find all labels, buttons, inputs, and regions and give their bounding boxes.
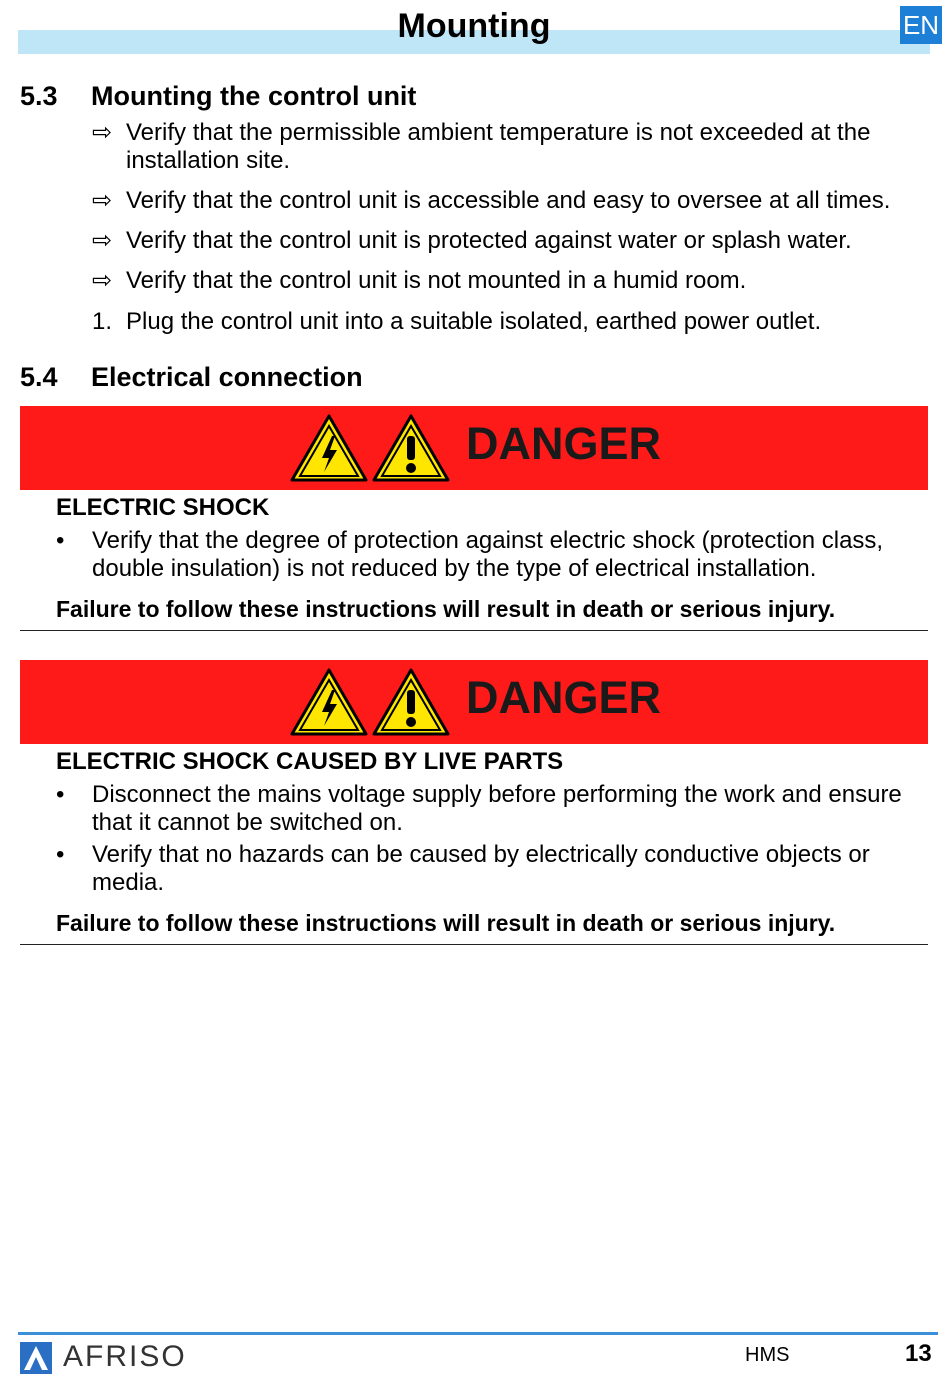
warning-bullet bbox=[56, 841, 926, 897]
check-item bbox=[92, 187, 932, 215]
bullet-marker: • bbox=[56, 781, 65, 808]
page-number: 13 bbox=[905, 1340, 932, 1367]
warning-exclamation-icon bbox=[372, 668, 450, 736]
language-badge: EN bbox=[900, 6, 942, 44]
bullet-text: Verify that no hazards can be caused by electrically conductive objects or media. bbox=[92, 841, 870, 896]
bullet-text: Disconnect the mains voltage supply before performing the work and ensure that it cannot be switched on. bbox=[92, 781, 902, 836]
arrow-icon: ⇨ bbox=[92, 187, 113, 214]
arrow-icon: ⇨ bbox=[92, 119, 113, 146]
arrow-icon: ⇨ bbox=[92, 227, 113, 254]
bullet-marker: • bbox=[56, 841, 65, 868]
consequence-text: Failure to follow these instructions will result in death or serious injury. bbox=[56, 596, 836, 622]
bullet-text: Verify that the degree of protection against electric shock (protection class, double insulation) is not reduced by the type of electrical installation. bbox=[92, 527, 884, 582]
footer-divider bbox=[18, 1332, 938, 1335]
check-text: Verify that the control unit is accessible and easy to oversee at all times. bbox=[126, 187, 891, 214]
divider bbox=[20, 944, 928, 945]
warning-bullet bbox=[56, 527, 926, 583]
divider bbox=[20, 630, 928, 631]
page-title: Mounting bbox=[397, 7, 551, 45]
hazard-title: ELECTRIC SHOCK CAUSED BY LIVE PARTS bbox=[56, 748, 564, 775]
electric-hazard-icon bbox=[290, 668, 368, 736]
check-text: Verify that the permissible ambient temperature is not exceeded at the installation site. bbox=[126, 119, 871, 174]
hazard-title: ELECTRIC SHOCK bbox=[56, 494, 270, 521]
check-item bbox=[92, 119, 932, 175]
document-code: HMS bbox=[745, 1344, 790, 1366]
section-heading-5-3 bbox=[20, 80, 416, 112]
section-heading-5-4 bbox=[20, 361, 363, 393]
step-number: 1. bbox=[92, 308, 113, 335]
afriso-logo-icon bbox=[20, 1342, 52, 1374]
section-number: 5.4 bbox=[20, 362, 58, 392]
bullet-marker: • bbox=[56, 527, 65, 554]
arrow-icon: ⇨ bbox=[92, 267, 113, 294]
warning-exclamation-icon bbox=[372, 414, 450, 482]
check-text: Verify that the control unit is protected against water or splash water. bbox=[126, 227, 852, 254]
check-text: Verify that the control unit is not mounted in a humid room. bbox=[126, 267, 747, 294]
section-title-text: Mounting the control unit bbox=[91, 81, 417, 111]
electric-hazard-icon bbox=[290, 414, 368, 482]
signal-word: DANGER bbox=[466, 418, 662, 469]
brand-name: AFRISO bbox=[63, 1340, 187, 1373]
section-title-text: Electrical connection bbox=[91, 362, 363, 392]
step-item bbox=[92, 308, 932, 336]
danger-banner bbox=[20, 660, 928, 744]
signal-word: DANGER bbox=[466, 672, 662, 723]
danger-banner bbox=[20, 406, 928, 490]
step-text: Plug the control unit into a suitable isolated, earthed power outlet. bbox=[126, 308, 822, 335]
check-item bbox=[92, 267, 932, 295]
section-number: 5.3 bbox=[20, 81, 58, 111]
warning-bullet bbox=[56, 781, 926, 837]
check-item bbox=[92, 227, 932, 255]
consequence-text: Failure to follow these instructions will result in death or serious injury. bbox=[56, 910, 836, 936]
